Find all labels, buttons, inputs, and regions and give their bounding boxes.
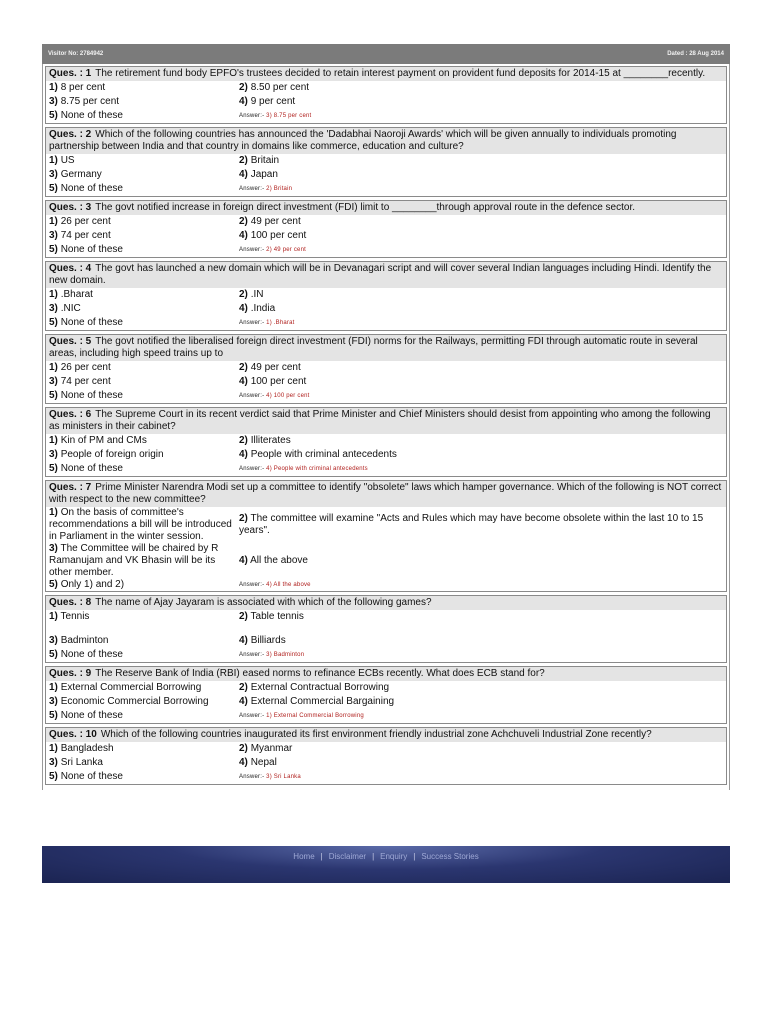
question-header (46, 728, 726, 742)
question-number: Ques. : 3 (49, 202, 92, 213)
question-text: Which of the following countries has announced the 'Dadabhai Naoroji Awards' which will be given annually to individuals promoting partnership between India and that country in domains like commerce, education and culture? (49, 129, 677, 152)
option-number: 4) (239, 696, 248, 707)
question-header (46, 335, 726, 361)
option-text: Germany (60, 169, 102, 180)
option-number: 1) (49, 82, 58, 93)
answer-label: Answer:- (239, 466, 265, 472)
option-1 (49, 434, 239, 448)
option-text: None of these (60, 390, 123, 401)
option-text: Japan (250, 169, 278, 180)
question-block (45, 200, 727, 258)
option-content (239, 696, 394, 707)
option-text: External Commercial Bargaining (250, 696, 395, 707)
option-content (239, 611, 304, 622)
option-content (239, 449, 397, 460)
option-number: 4) (239, 757, 248, 768)
option-text: 26 per cent (60, 362, 111, 373)
option-4 (239, 95, 723, 109)
option-number: 2) (239, 435, 248, 446)
option-number: 5) (49, 390, 58, 401)
question-text: Prime Minister Narendra Modi set up a committee to identify "obsolete" laws which hamper governance. Which of the following is NOT correct with respect to the new committee? (49, 482, 722, 505)
option-number: 3) (49, 96, 58, 107)
option-4 (239, 624, 723, 648)
option-5 (49, 109, 239, 123)
options-grid (46, 361, 726, 403)
answer-label: Answer:- (239, 652, 265, 658)
options-grid (46, 610, 726, 662)
option-1 (49, 288, 239, 302)
option-2 (239, 610, 723, 624)
question-list (42, 64, 730, 790)
option-text: 8 per cent (60, 82, 106, 93)
question-header (46, 128, 726, 154)
option-2 (239, 742, 723, 756)
option-number: 5) (49, 649, 58, 660)
option-content (49, 710, 123, 721)
answer-line (239, 109, 723, 123)
option-1 (49, 81, 239, 95)
option-number: 3) (49, 543, 58, 554)
answer-label: Answer:- (239, 113, 265, 119)
option-number: 4) (239, 230, 248, 241)
option-2 (239, 215, 723, 229)
option-number: 5) (49, 710, 58, 721)
option-content (49, 743, 114, 754)
question-block (45, 595, 727, 663)
answer-value: 4) All the above (266, 582, 311, 588)
option-text: Tennis (60, 611, 90, 622)
option-text: People of foreign origin (60, 449, 164, 460)
option-text: None of these (60, 244, 123, 255)
option-text: .Bharat (60, 289, 93, 300)
option-text: .India (250, 303, 276, 314)
answer-line (239, 316, 723, 330)
option-number: 4) (239, 96, 248, 107)
options-grid (46, 288, 726, 330)
option-number: 5) (49, 317, 58, 328)
footer-separator: | (413, 852, 416, 861)
option-content (49, 110, 123, 121)
dated-label: Dated : 28 Aug 2014 (667, 51, 724, 57)
option-3 (49, 695, 239, 709)
option-4 (239, 375, 723, 389)
option-content (49, 169, 102, 180)
option-text: Nepal (250, 757, 277, 768)
option-content (239, 169, 278, 180)
option-content (239, 82, 309, 93)
options-grid (46, 742, 726, 784)
option-number: 4) (239, 449, 248, 460)
option-number: 2) (239, 682, 248, 693)
question-block (45, 727, 727, 785)
option-text: None of these (60, 110, 123, 121)
option-content (49, 635, 109, 646)
answer-value: 3) 8.75 per cent (266, 113, 312, 119)
option-text: None of these (60, 710, 123, 721)
options-grid (46, 81, 726, 123)
option-text: 100 per cent (250, 376, 307, 387)
option-content (49, 543, 218, 578)
option-content (49, 682, 201, 693)
option-text: Myanmar (250, 743, 293, 754)
option-2 (239, 361, 723, 375)
option-text: 8.75 per cent (60, 96, 120, 107)
option-3 (49, 756, 239, 770)
option-text: Table tennis (250, 611, 304, 622)
option-1 (49, 215, 239, 229)
option-content (239, 635, 286, 646)
option-content (239, 513, 723, 537)
option-5 (49, 648, 239, 662)
option-number: 2) (239, 611, 248, 622)
option-4 (239, 695, 723, 709)
option-number: 1) (49, 435, 58, 446)
answer-line (239, 770, 723, 784)
option-number: 3) (49, 376, 58, 387)
option-content (49, 216, 111, 227)
top-bar (42, 44, 730, 64)
question-header (46, 596, 726, 610)
option-content (239, 96, 295, 107)
option-text: 49 per cent (250, 362, 301, 373)
option-text: .NIC (60, 303, 81, 314)
option-3 (49, 95, 239, 109)
page (42, 44, 730, 790)
option-3 (49, 624, 239, 648)
question-header (46, 481, 726, 507)
answer-label: Answer:- (239, 713, 265, 719)
option-1 (49, 681, 239, 695)
option-4 (239, 168, 723, 182)
answer-line (239, 462, 723, 476)
question-block (45, 66, 727, 124)
option-5 (49, 709, 239, 723)
option-content (239, 230, 306, 241)
option-number: 1) (49, 611, 58, 622)
option-3 (49, 302, 239, 316)
question-header (46, 667, 726, 681)
question-text: The name of Ajay Jayaram is associated with which of the following games? (95, 597, 432, 608)
option-1 (49, 154, 239, 168)
answer-value: 2) 49 per cent (266, 247, 306, 253)
option-content (49, 449, 164, 460)
option-text: The Committee will be chaired by R Ramanujam and VK Bhasin will be its other member. (49, 543, 219, 578)
option-text: Bangladesh (60, 743, 114, 754)
answer-label: Answer:- (239, 247, 265, 253)
question-text: The retirement fund body EPFO's trustees decided to retain interest payment on provident fund deposits for 2014-15 at ________recently. (95, 68, 706, 79)
footer-link-home[interactable]: Home (293, 852, 315, 861)
question-number: Ques. : 10 (49, 729, 97, 740)
option-text: 8.50 per cent (250, 82, 310, 93)
option-content (239, 155, 279, 166)
option-5 (49, 182, 239, 196)
answer-label: Answer:- (239, 582, 265, 588)
option-text: 49 per cent (250, 216, 301, 227)
option-number: 1) (49, 289, 58, 300)
option-number: 1) (49, 682, 58, 693)
option-number: 3) (49, 757, 58, 768)
option-number: 5) (49, 771, 58, 782)
option-text: Badminton (60, 635, 109, 646)
option-3 (49, 448, 239, 462)
option-4 (239, 229, 723, 243)
question-block (45, 334, 727, 404)
option-number: 4) (239, 303, 248, 314)
option-3 (49, 543, 239, 579)
option-number: 2) (239, 82, 248, 93)
footer-link-enquiry[interactable]: Enquiry (380, 852, 408, 861)
option-text: External Contractual Borrowing (250, 682, 390, 693)
option-text: .IN (250, 289, 264, 300)
option-content (49, 757, 103, 768)
option-number: 3) (49, 449, 58, 460)
visitor-count: Visitor No: 2784942 (48, 51, 104, 57)
option-content (239, 376, 306, 387)
option-2 (239, 681, 723, 695)
option-content (49, 183, 123, 194)
option-text: External Commercial Borrowing (60, 682, 202, 693)
option-number: 2) (239, 289, 248, 300)
option-content (49, 155, 75, 166)
option-content (239, 303, 275, 314)
option-number: 2) (239, 743, 248, 754)
option-content (49, 390, 123, 401)
option-number: 3) (49, 169, 58, 180)
footer-link-disclaimer[interactable]: Disclaimer (328, 852, 367, 861)
option-text: The committee will examine "Acts and Rules which may have become obsolete within the last 10 to 15 years". (239, 513, 704, 536)
question-block (45, 261, 727, 331)
option-4 (239, 448, 723, 462)
option-number: 4) (239, 169, 248, 180)
option-text: Illiterates (250, 435, 291, 446)
question-block (45, 480, 727, 592)
option-5 (49, 462, 239, 476)
option-2 (239, 288, 723, 302)
option-number: 5) (49, 110, 58, 121)
option-number: 5) (49, 579, 58, 590)
option-2 (239, 434, 723, 448)
answer-value: 3) Badminton (266, 652, 305, 658)
question-header (46, 408, 726, 434)
answer-value: 4) People with criminal antecedents (266, 466, 368, 472)
option-content (239, 757, 277, 768)
option-4 (239, 756, 723, 770)
question-number: Ques. : 2 (49, 129, 92, 140)
option-content (49, 230, 111, 241)
option-5 (49, 579, 239, 591)
option-content (49, 376, 111, 387)
option-content (49, 463, 123, 474)
options-grid (46, 434, 726, 476)
option-3 (49, 229, 239, 243)
answer-label: Answer:- (239, 186, 265, 192)
answer-label: Answer:- (239, 774, 265, 780)
answer-value: 1) .Bharat (266, 320, 295, 326)
option-number: 1) (49, 507, 58, 518)
question-block (45, 666, 727, 724)
option-text: Economic Commercial Borrowing (60, 696, 209, 707)
answer-line (239, 579, 723, 591)
answer-value: 4) 100 per cent (266, 393, 310, 399)
option-number: 5) (49, 463, 58, 474)
option-content (49, 362, 111, 373)
option-number: 5) (49, 244, 58, 255)
question-header (46, 262, 726, 288)
answer-line (239, 709, 723, 723)
footer-nav (42, 846, 730, 883)
option-text: Britain (250, 155, 280, 166)
option-text: People with criminal antecedents (250, 449, 397, 460)
option-5 (49, 243, 239, 257)
question-block (45, 127, 727, 197)
option-4 (239, 543, 723, 579)
option-content (49, 244, 123, 255)
option-text: None of these (60, 463, 123, 474)
options-grid (46, 681, 726, 723)
option-text: 74 per cent (60, 230, 111, 241)
option-content (49, 435, 147, 446)
option-text: 100 per cent (250, 230, 307, 241)
option-content (239, 743, 292, 754)
answer-value: 3) Sri Lanka (266, 774, 301, 780)
option-number: 1) (49, 362, 58, 373)
option-text: 26 per cent (60, 216, 111, 227)
option-number: 4) (239, 376, 248, 387)
option-content (49, 611, 89, 622)
option-content (239, 362, 301, 373)
question-number: Ques. : 7 (49, 482, 92, 493)
option-4 (239, 302, 723, 316)
option-content (49, 303, 81, 314)
option-text: 9 per cent (250, 96, 296, 107)
option-number: 3) (49, 230, 58, 241)
answer-line (239, 648, 723, 662)
question-number: Ques. : 8 (49, 597, 92, 608)
option-content (49, 696, 209, 707)
option-5 (49, 389, 239, 403)
options-grid (46, 154, 726, 196)
option-content (49, 289, 93, 300)
option-number: 2) (239, 362, 248, 373)
options-grid (46, 507, 726, 591)
option-text: None of these (60, 317, 123, 328)
option-number: 3) (49, 696, 58, 707)
option-content (49, 579, 124, 590)
option-number: 3) (49, 635, 58, 646)
question-number: Ques. : 6 (49, 409, 92, 420)
option-text: Sri Lanka (60, 757, 103, 768)
question-block (45, 407, 727, 477)
option-number: 2) (239, 513, 248, 524)
option-number: 2) (239, 155, 248, 166)
option-5 (49, 316, 239, 330)
option-content (49, 96, 119, 107)
question-number: Ques. : 5 (49, 336, 92, 347)
option-2 (239, 507, 723, 543)
question-header (46, 67, 726, 81)
option-text: None of these (60, 771, 123, 782)
question-number: Ques. : 1 (49, 68, 92, 79)
option-number: 1) (49, 743, 58, 754)
option-3 (49, 168, 239, 182)
option-2 (239, 81, 723, 95)
option-1 (49, 610, 239, 624)
option-number: 3) (49, 303, 58, 314)
footer-separator: | (372, 852, 375, 861)
option-1 (49, 361, 239, 375)
option-text: None of these (60, 649, 123, 660)
question-text: Which of the following countries inaugurated its first environment friendly industrial zone Achchuveli Industrial Zone recently? (100, 729, 652, 740)
answer-label: Answer:- (239, 393, 265, 399)
answer-value: 2) Britain (266, 186, 293, 192)
question-number: Ques. : 4 (49, 263, 92, 274)
option-text: None of these (60, 183, 123, 194)
question-number: Ques. : 9 (49, 668, 92, 679)
options-grid (46, 215, 726, 257)
answer-label: Answer:- (239, 320, 265, 326)
footer-link-success-stories[interactable]: Success Stories (421, 852, 479, 861)
answer-line (239, 182, 723, 196)
option-content (49, 82, 105, 93)
option-content (49, 649, 123, 660)
option-number: 1) (49, 216, 58, 227)
option-content (49, 507, 232, 542)
option-content (239, 555, 308, 567)
option-text: On the basis of committee's recommendations a bill will be introduced in Parliament in the winter session. (49, 507, 232, 542)
option-text: Kin of PM and CMs (60, 435, 147, 446)
footer-separator: | (320, 852, 323, 861)
answer-value: 1) External Commercial Borrowing (266, 713, 364, 719)
option-2 (239, 154, 723, 168)
option-3 (49, 375, 239, 389)
question-text: The govt notified the liberalised foreign direct investment (FDI) norms for the Railways, permitting FDI through automatic route in several areas, including high speed trains up to (49, 336, 698, 359)
question-text: The govt notified increase in foreign direct investment (FDI) limit to ________through approval route in the defence sector. (95, 202, 635, 213)
question-text: The Supreme Court in its recent verdict said that Prime Minister and Chief Ministers should desist from appointing who among the following as ministers in their cabinet? (49, 409, 711, 432)
option-text: 74 per cent (60, 376, 111, 387)
option-5 (49, 770, 239, 784)
question-text: The Reserve Bank of India (RBI) eased norms to refinance ECBs recently. What does ECB stand for? (95, 668, 545, 679)
option-text: All the above (250, 555, 308, 566)
answer-line (239, 389, 723, 403)
option-number: 5) (49, 183, 58, 194)
option-text: US (60, 155, 75, 166)
question-text: The govt has launched a new domain which will be in Devanagari script and will cover several Indian languages including Hindi. Identify the new domain. (49, 263, 712, 286)
option-number: 1) (49, 155, 58, 166)
option-content (239, 289, 263, 300)
option-content (239, 682, 389, 693)
option-number: 4) (239, 555, 248, 566)
option-number: 4) (239, 635, 248, 646)
option-text: Billiards (250, 635, 286, 646)
option-1 (49, 742, 239, 756)
option-number: 2) (239, 216, 248, 227)
option-content (239, 216, 301, 227)
option-content (49, 317, 123, 328)
option-1 (49, 507, 239, 543)
option-text: Only 1) and 2) (60, 579, 125, 590)
question-header (46, 201, 726, 215)
answer-line (239, 243, 723, 257)
option-content (49, 771, 123, 782)
option-content (239, 435, 291, 446)
